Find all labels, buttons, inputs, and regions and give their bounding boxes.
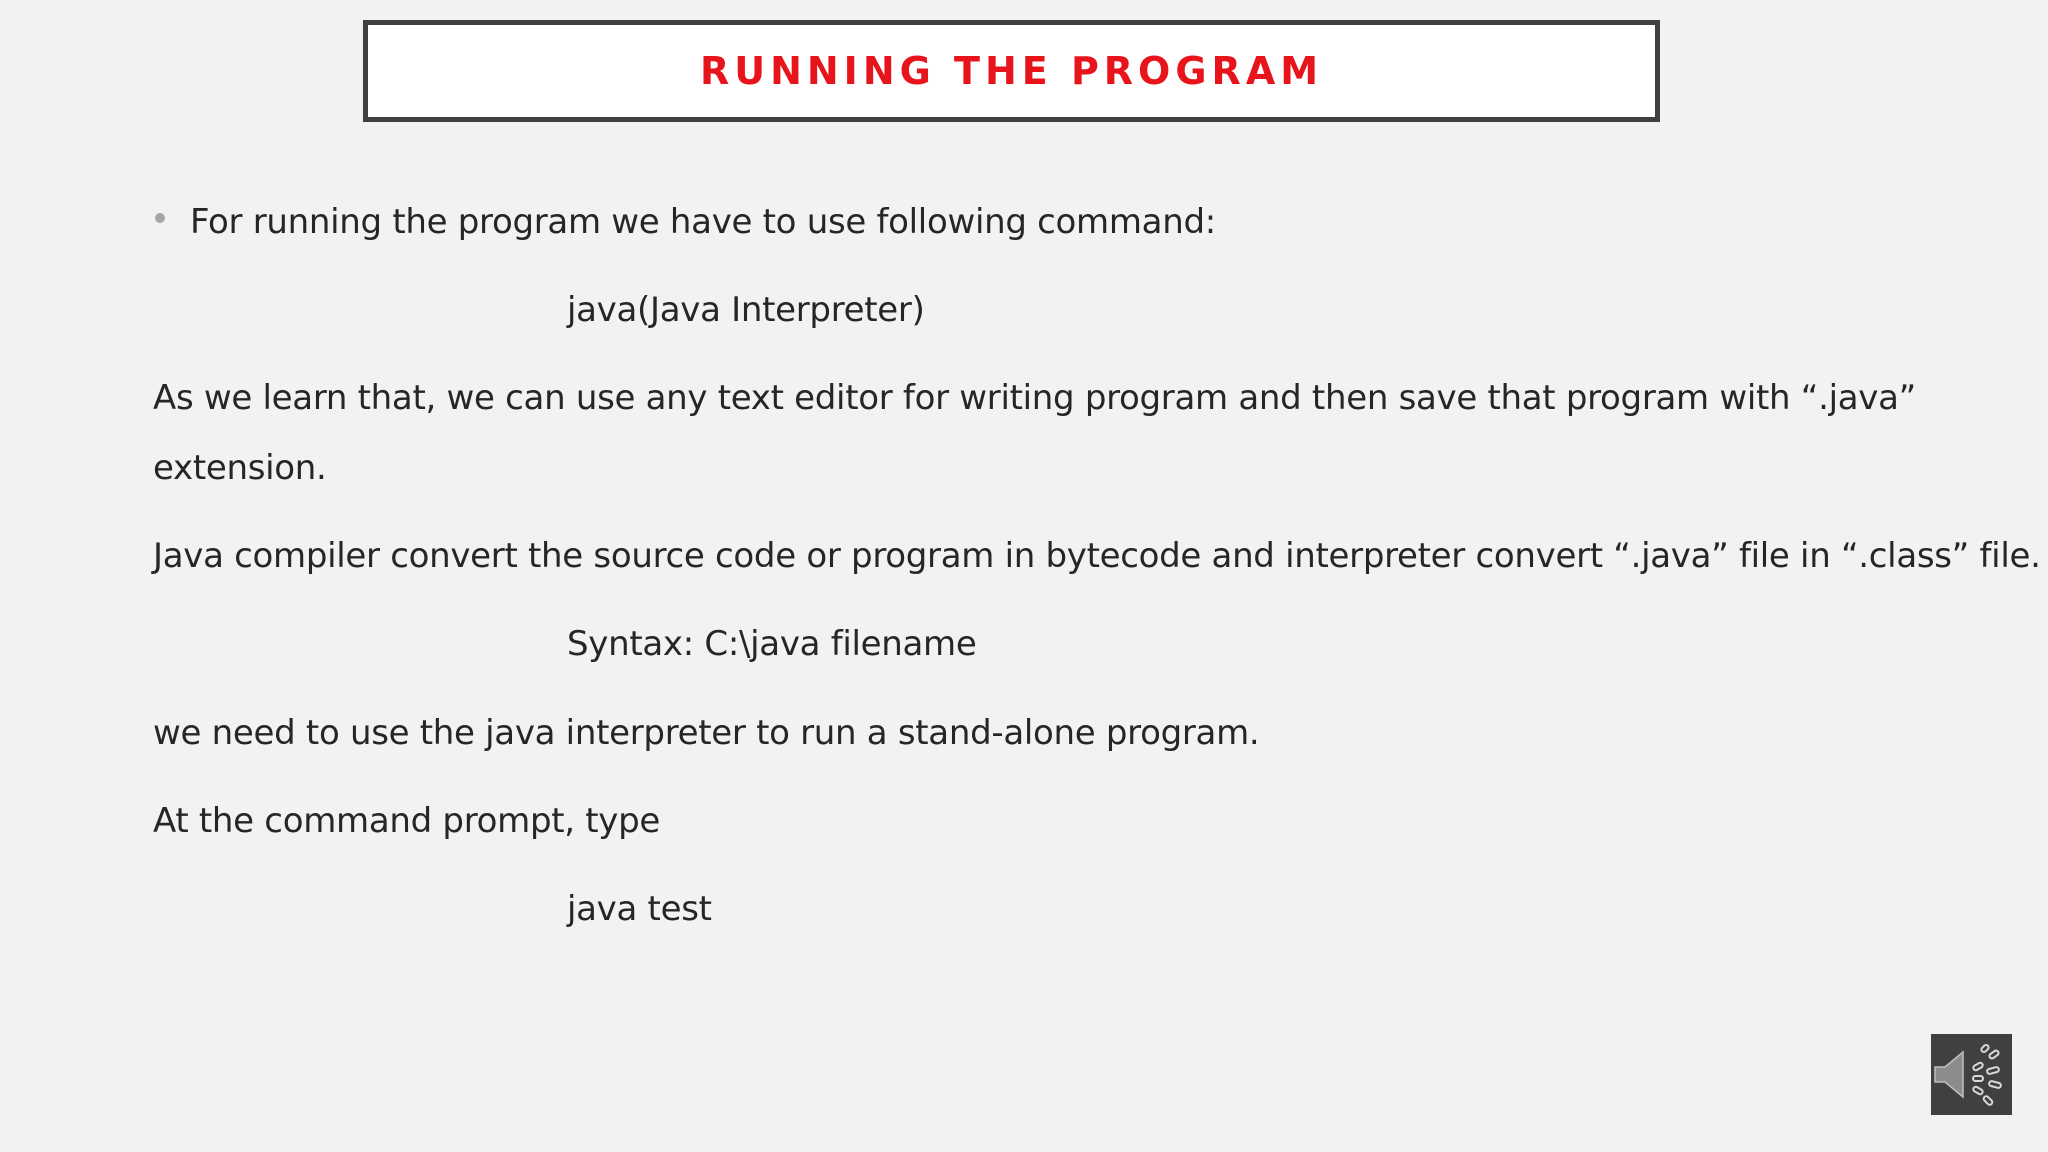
- bullet-text: For running the program we have to use following command:: [190, 202, 1216, 242]
- syntax-line: Syntax: C:\java filename: [567, 624, 977, 664]
- bullet-dot: [155, 213, 165, 223]
- as-we-learn-line: As we learn that, we can use any text editor for writing program and then save that program with “.java”: [153, 378, 1916, 418]
- java-compiler-line: Java compiler convert the source code or program in bytecode and interpreter convert “.java” file in “.class” file.: [153, 536, 2041, 576]
- java-interpreter-line: java(Java Interpreter): [567, 290, 925, 330]
- slide-title: RUNNING THE PROGRAM: [699, 49, 1324, 93]
- we-need-line: we need to use the java interpreter to run a stand-alone program.: [153, 713, 1260, 753]
- at-prompt-line: At the command prompt, type: [153, 801, 661, 841]
- speaker-icon[interactable]: [1931, 1034, 2012, 1115]
- title-box: [363, 20, 1660, 122]
- java-test-line: java test: [567, 889, 712, 929]
- extension-line: extension.: [153, 448, 327, 488]
